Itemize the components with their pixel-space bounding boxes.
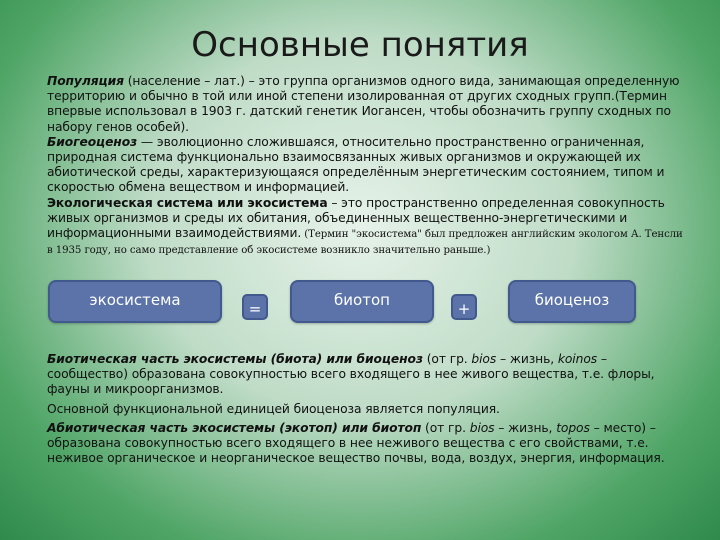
ecosystem-text: – это пространственно определенная совокупность живых организмов и среды их обитания, объединенных вещественно-энергетическими и информационными взаимодействиями.: [47, 195, 665, 241]
biotope-box: биотоп: [290, 280, 434, 323]
biota-text-2: – жизнь,: [496, 352, 558, 366]
abiota-definition: [47, 421, 689, 467]
plus-sign: +: [451, 294, 477, 320]
functional-unit-statement: Основной функциональной единицей биоценоза является популяция.: [47, 401, 500, 416]
abiota-text-2: – жизнь,: [494, 420, 557, 435]
population-definition: [47, 74, 689, 135]
slide-title: Основные понятия: [191, 25, 529, 65]
components-block: [47, 352, 689, 470]
biota-definition: [47, 352, 689, 398]
abiota-word-bios: bios: [469, 420, 495, 435]
definitions-block: [47, 74, 689, 258]
biogeocenosis-term: Биогеоценоз: [47, 134, 138, 149]
ecosystem-note: (Термин "экосистема" был предложен английским экологом А. Тенсли в 1935 году, но само представление об экосистеме возникло значительно раньше.): [47, 229, 683, 257]
biogeocenosis-definition: [47, 135, 689, 196]
ecosystem-term: Экологическая система или экосистема: [47, 195, 328, 210]
biota-text-3: – сообщество) образована совокупностью всего входящего в нее живого вещества, т.е. флоры, фауны и микроорганизмов.: [47, 352, 655, 397]
abiota-term: Абиотическая часть экосистемы (экотоп) или биотоп: [47, 420, 422, 435]
biocenosis-box: биоценоз: [508, 280, 636, 323]
biota-text-1: (от гр.: [422, 352, 472, 366]
population-term: Популяция: [47, 74, 124, 88]
ecosystem-box: экосистема: [48, 280, 222, 323]
abiota-text-1: (от гр.: [421, 420, 470, 435]
abiota-text-3: – место) – образована совокупностью всего входящего в нее неживого вещества с его свойствами, т.е. неживое органическое и неорганическое вещество почвы, вода, воздух, энергия, информация.: [47, 420, 665, 466]
abiota-word-topos: topos: [556, 420, 590, 435]
ecosystem-definition: [47, 196, 689, 259]
population-text: (население – лат.) – это группа организмов одного вида, занимающая определенную территорию и обычно в той или иной степени изолированная от других сходных групп.(Термин впервые использовал в 1903 г. датский генетик Иогансен, чтобы обозначить группу сходных по набору генов особей).: [47, 74, 680, 134]
biota-word-koinos: koinos: [557, 352, 598, 366]
biota-term: Биотическая часть экосистемы (биота) или биоценоз: [47, 352, 423, 366]
biogeocenosis-text: — эволюционно сложившаяся, относительно пространственно ограниченная, природная система функционально взаимосвязанных живых организмов и окружающей их абиотической среды, характеризующаяся определённым энергетическим состоянием, типом и скоростью обмена веществом и информацией.: [47, 134, 665, 195]
biota-word-bios: bios: [471, 352, 497, 366]
equals-sign: =: [242, 294, 268, 320]
